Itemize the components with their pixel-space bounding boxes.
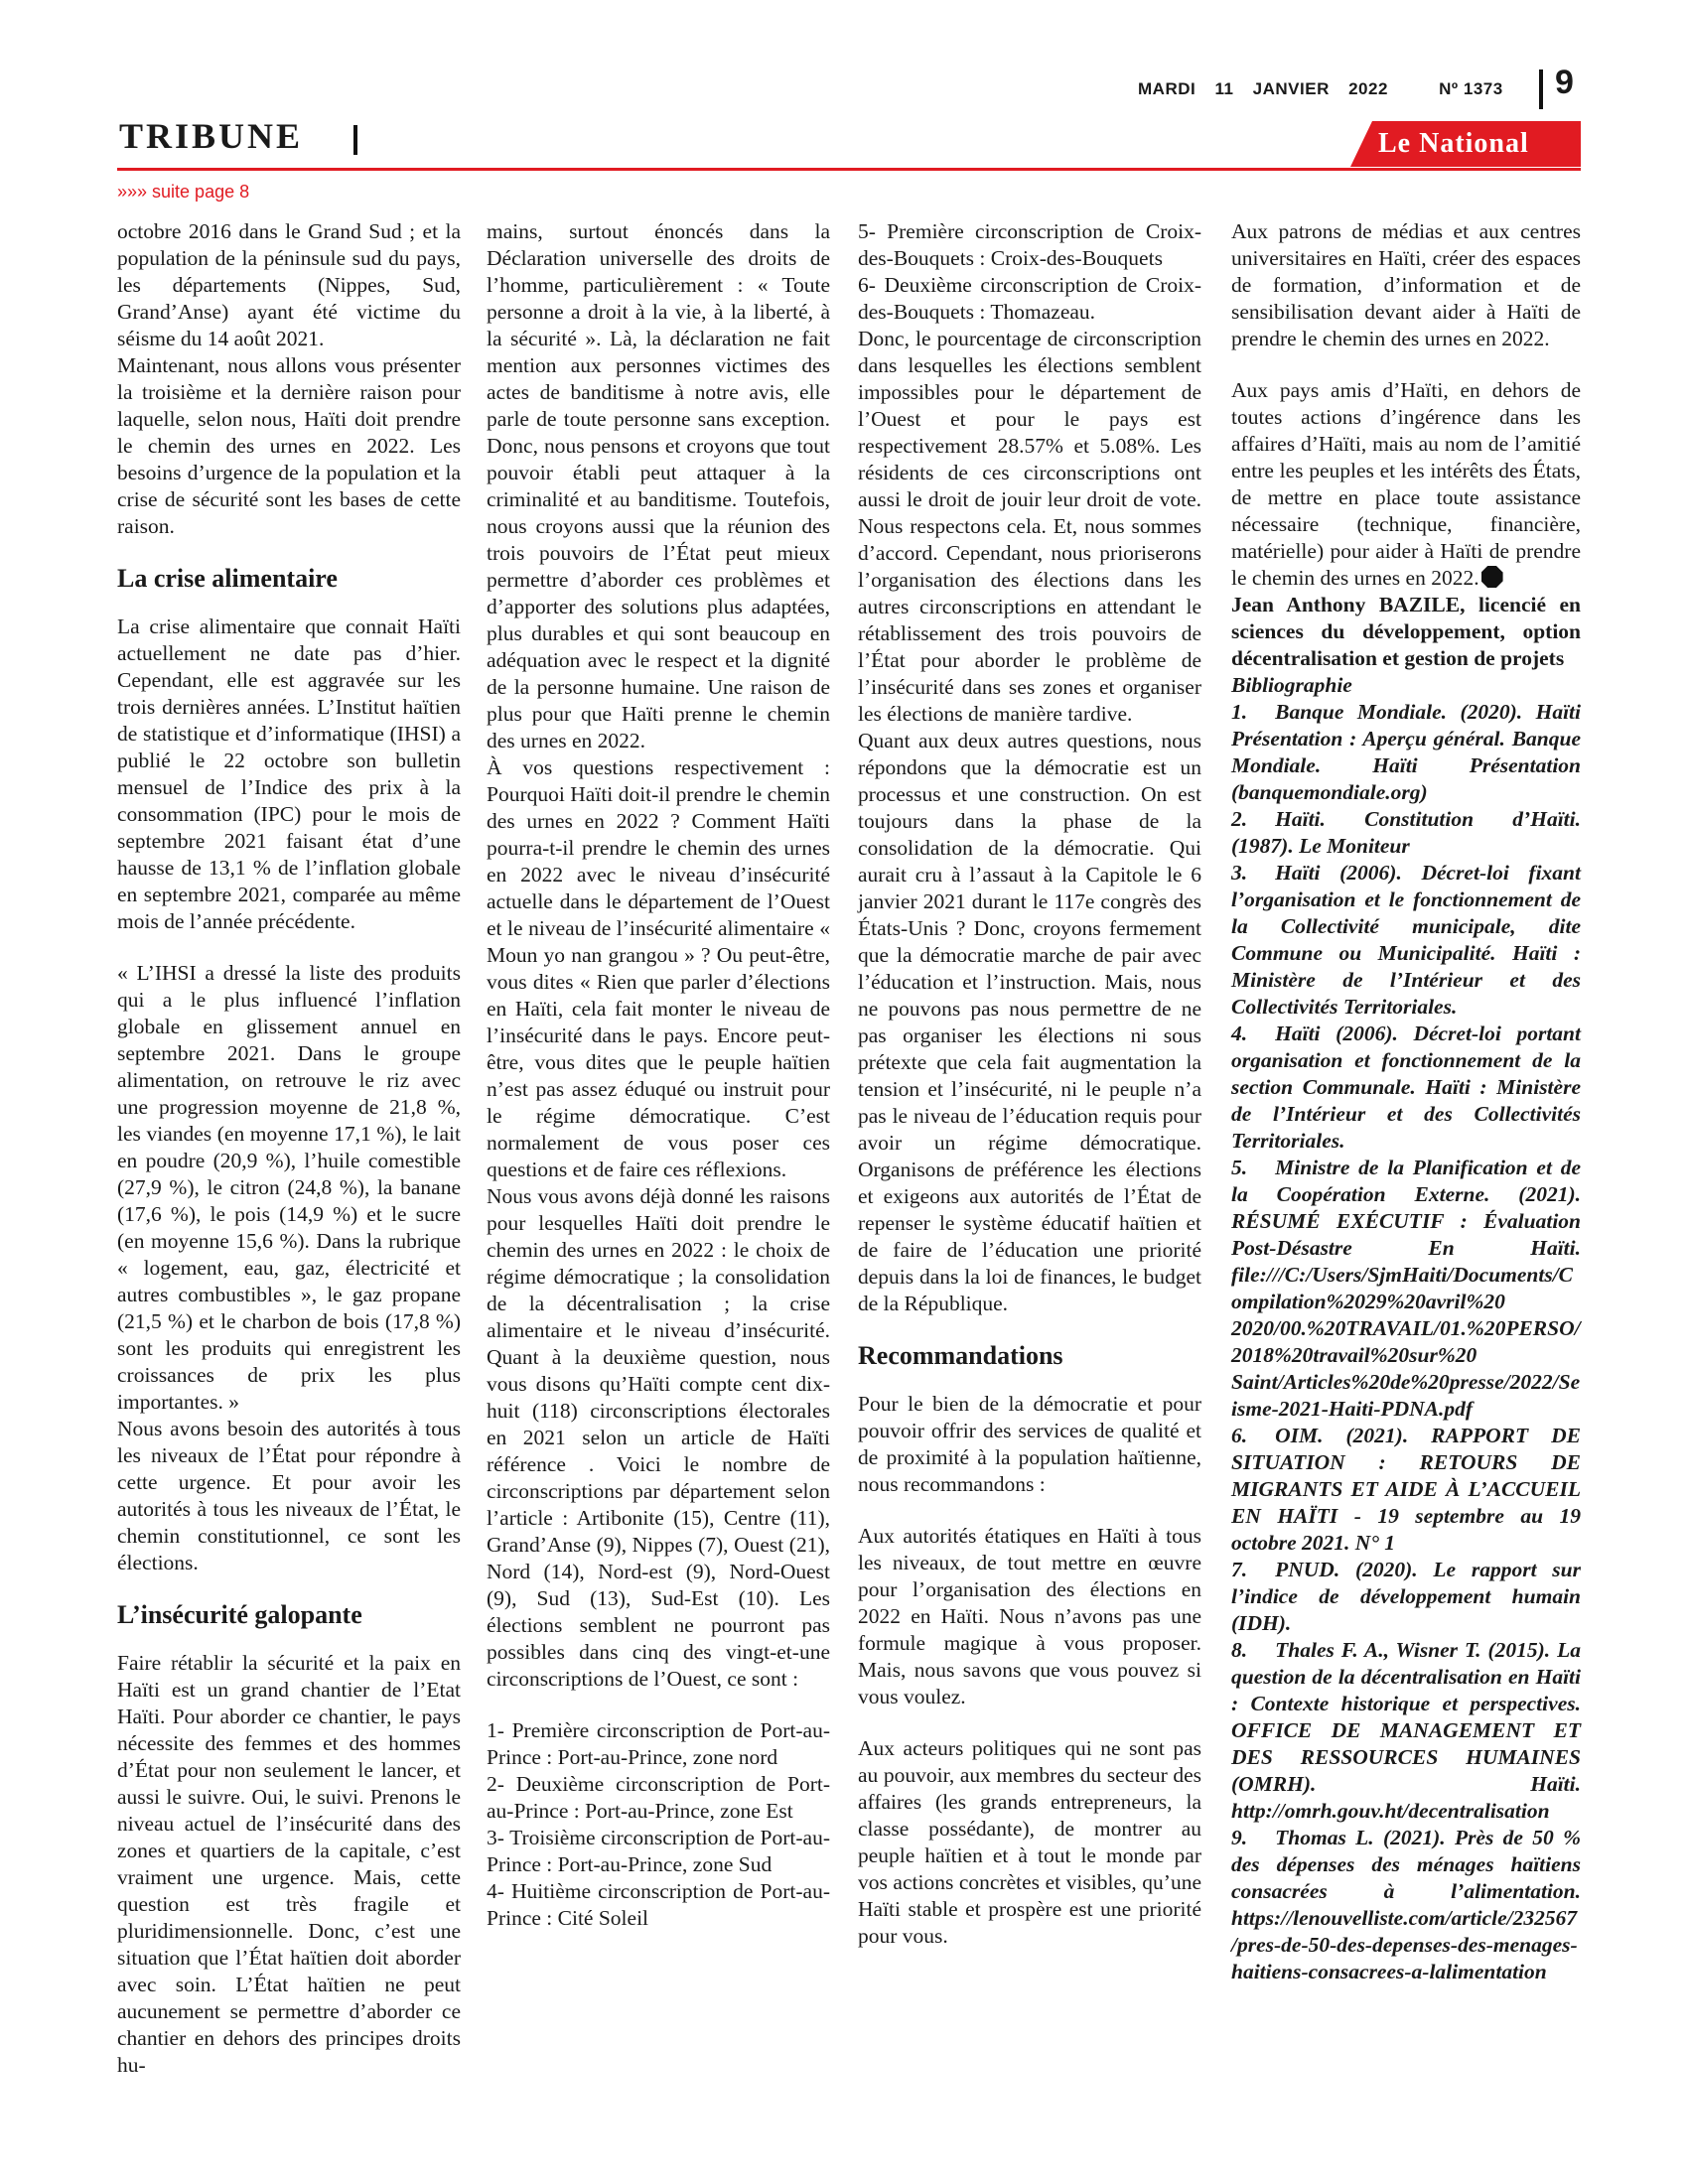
list-item: 1- Première circonscription de Port-au-Prince : Port-au-Prince, zone nord [487,1718,830,1769]
recommendation-paragraph: Aux patrons de médias et aux centres universitaires en Haïti, créer des espaces de formation, d’information et de sensibilisation devant aider à Haïti de prendre le chemin des urnes en 2022. [1231,219,1581,350]
bibliography-entry [1231,1021,1581,1155]
section-title: TRIBUNE [119,116,304,156]
bibliography-entry-text: Haïti. Constitution d’Haïti. (1987). Le Moniteur [1231,807,1581,858]
bibliography-entry [1231,806,1581,860]
bibliography-entry-text: Thomas L. (2021). Près de 50 % des dépenses des ménages haïtiens consacrées à l’alimentation. https://lenouvelliste.com/article/232567/pres-de-50-des-depenses-des-menages-haitiens-consacrees-a-lalimentation [1231,1826,1581,1983]
subheading-recommendations: Recommandations [858,1341,1063,1370]
bibliography-entry-text: OIM. (2021). RAPPORT DE SITUATION : RETOURS DE MIGRANTS ET AIDE À L’ACCUEIL EN HAÏTI - 19 septembre au 19 octobre 2021. N° 1 [1231,1424,1581,1555]
list-item: 3- Troisième circonscription de Port-au-Prince : Port-au-Prince, zone Sud [487,1826,830,1876]
bibliography-entry-number: 7. [1231,1558,1248,1581]
list-item: 4- Huitième circonscription de Port-au-Prince : Cité Soleil [487,1879,830,1930]
bibliography-entry-text: Haïti (2006). Décret-loi fixant l’organisation et le fonctionnement de la Collectivité municipale, dite Commune ou Municipalité. Haïti : Ministère de l’Intérieur et des Collectivités Territoriales. [1231,861,1581,1019]
bibliography-entry [1231,699,1581,806]
paragraph: Donc, le pourcentage de circonscription dans lesquelles les élections semblent impossibles pour le département de l’Ouest et pour le pays est respectivement 28.57% et 5.08%. Les résidents de ces circonscriptions ont aussi le droit de jouir leur droit de vote. Nous respectons cela. Et, nous sommes d’accord. Cependant, nous prioriserons l’organisation des élections dans les autres circonscriptions en attendant le rétablissement des trois pouvoirs de l’État pour aborder le problème de l’insécurité dans ses zones et organiser les élections de manière tardive. [858,327,1201,726]
list-item: 6- Deuxième circonscription de Croix-des-Bouquets : Thomazeau. [858,273,1201,324]
paragraph: À vos questions respectivement : Pourquoi Haïti doit-il prendre le chemin des urnes en 2022 ? Comment Haïti pourra-t-il prendre le chemin des urnes en 2022 avec le niveau d’insécurité actuelle dans le département de l’Ouest et le niveau de l’insécurité alimentaire « Moun yo nan grangou » ? Ou peut-être, vous dites « Rien que parler d’élections en Haïti, cela fait monter le niveau de l’insécurité dans le pays. Encore peut-être, vous dites que le peuple haïtien n’est pas assez éduqué ou instruit pour le régime démocratique. C’est normalement de vous poser ces questions et de faire ces réflexions. [487,755,830,1181]
bibliography-entry-number: 5. [1231,1156,1248,1179]
bibliography-entry-number: 9. [1231,1826,1248,1849]
recommendation-paragraph: Aux autorités étatiques en Haïti à tous les niveaux, de tout mettre en œuvre pour l’organisation des élections en 2022 en Haïti. Nous n’avons pas une formule magique à vous proposer. Mais, nous savons que vous pouvez si vous voulez. [858,1524,1201,1708]
article-column-3 [858,218,1201,1950]
header-rule [117,168,1581,171]
article-column-4 [1231,218,1581,1985]
paragraph: mains, surtout énoncés dans la Déclaration universelle des droits de l’homme, particulièrement : « Toute personne a droit à la vie, à la liberté, à la sécurité ». Là, la déclaration ne fait mention aux personnes victimes des actes de banditisme à notre avis, elle parle de toute personne sans exception. Donc, nous pensons et croyons que tout pouvoir établi peut attaquer à la criminalité et au banditisme. Toutefois, nous croyons aussi que la réunion des trois pouvoirs de l’État peut mieux permettre d’aborder ces problèmes et d’apporter des solutions plus adaptées, plus durables et qui sont beaucoup en adéquation avec le respect et la dignité de la personne humaine. Une raison de plus pour que Haïti prenne le chemin des urnes en 2022. [487,219,830,752]
issue-number: Nº 1373 [1439,79,1503,98]
continued-from-link[interactable]: »»» suite page 8 [117,182,250,202]
author-signature: Jean Anthony BAZILE, licencié en sciences du développement, option décentralisation et gestion de projets [1231,593,1581,670]
paragraph: Nous vous avons déjà donné les raisons pour lesquelles Haïti doit prendre le chemin des urnes en 2022 : le choix de régime démocratique ; la consolidation de la décentralisation ; la crise alimentaire et le niveau d’insécurité. Quant à la deuxième question, nous vous disons qu’Haïti compte cent dix-huit (118) circonscriptions électorales en 2021 selon un article de Haïti référence . Voici le nombre de circonscriptions par département selon l’article : Artibonite (15), Centre (11), Grand’Anse (9), Nippes (7), Ouest (21), Nord (14), Nord-est (9), Nord-Ouest (9), Sud (13), Sud-Est (10). Les élections semblent ne pourront pas possibles dans cinq des vingt-et-une circonscriptions de l’Ouest, ce sont : [487,1184,830,1691]
issue-date-line [1138,79,1517,99]
bibliography-entry [1231,1825,1581,1985]
recommendation-paragraph: Aux acteurs politiques qui ne sont pas au pouvoir, aux membres du secteur des affaires (les grands entrepreneurs, la classe possédante), de montrer au peuple haïtien et à tout le monde par vos actions concrètes et visibles, qu’une Haïti stable et prospère est une priorité pour vous. [858,1736,1201,1948]
paragraph: octobre 2016 dans le Grand Sud ; et la population de la péninsule sud du pays, les départements (Nippes, Sud, Grand’Anse) ayant été victime du séisme du 14 août 2021. [117,219,461,350]
paragraph: Pour le bien de la démocratie et pour pouvoir offrir des services de qualité et de proximité à la population haïtienne, nous recommandons : [858,1392,1201,1496]
page-number: 9 [1555,64,1574,101]
paragraph: Nous avons besoin des autorités à tous les niveaux de l’État pour répondre à cette urgence. Et pour avoir les autorités à tous les niveaux de l’État, le chemin constitutionnel, ce sont les élections. [117,1417,461,1574]
bibliography-entry-number: 8. [1231,1638,1248,1662]
bibliography-entry-number: 1. [1231,700,1248,724]
paragraph: Faire rétablir la sécurité et la paix en Haïti est un grand chantier de l’Etat Haïti. Pour aborder ce chantier, le pays nécessite des femmes et des hommes d’État pour non seulement le lancer, et aussi le suivre. Oui, le suivi. Prenons le niveau actuel de l’insécurité dans des zones et quartiers de la capitale, c’est vraiment une urgence. Mais, cette question est très fragile et pluridimensionnelle. Donc, c’est une situation que l’État haïtien doit aborder avec soin. L’État haïtien ne peut aucunement se permettre d’aborder ce chantier en dehors des principes droits hu- [117,1651,461,2077]
recommendation-text: Aux pays amis d’Haïti, en dehors de toutes actions d’ingérence dans les affaires d’Haïti, mais au nom de l’amitié entre les peuples et les intérêts des États, de mettre en place toute assistance nécessaire (technique, financière, matérielle) pour aider à Haïti de prendre le chemin des urnes en 2022. [1231,378,1581,590]
bibliography-entry-number: 3. [1231,861,1248,885]
bibliography-entry-number: 2. [1231,807,1248,831]
bibliography-title: Bibliographie [1231,673,1352,697]
bibliography-entry-text: PNUD. (2020). Le rapport sur l’indice de développement humain (IDH). [1231,1558,1581,1635]
date-year: 2022 [1348,79,1388,98]
date-day: 11 [1214,79,1234,98]
bibliography-entry [1231,1557,1581,1637]
bibliography-entry-text: Thales F. A., Wisner T. (2015). La question de la décentralisation en Haïti : Contexte historique et perspectives. OFFICE DE MANAGEMENT ET DES RESSOURCES HUMAINES (OMRH). Haïti. http://omrh.gouv.ht/decentralisation [1231,1638,1581,1823]
bibliography-entry-text: Banque Mondiale. (2020). Haïti Présentation : Aperçu général. Banque Mondiale. Haïti Présentation (banquemondiale.org) [1231,700,1581,804]
article-column-2 [487,218,830,1932]
paragraph: Quant aux deux autres questions, nous répondons que la démocratie est un processus et une construction. On est toujours dans la phase de la consolidation de la démocratie. Qui aurait cru à l’assaut à la Capitole le 6 janvier 2021 durant le 117e congrès des États-Unis ? Donc, croyons fermement que la démocratie marche de pair avec l’éducation et l’instruction. Mais, nous ne pouvons pas nous permettre de ne pas organiser les élections ni sous prétexte que cela fait augmentation la tension et l’insécurité, ni le peuple n’a pas le niveau de l’éducation requis pour avoir un régime démocratique. Organisons de préférence les élections et exigeons aux autorités de l’État de repenser le système éducatif haïtien et de faire de l’éducation une priorité depuis dans la loi de finances, le budget de la République. [858,729,1201,1315]
bibliography-entry [1231,860,1581,1021]
subheading-insecurity: L’insécurité galopante [117,1600,362,1629]
article-column-1 [117,218,461,2079]
header-divider [1539,69,1543,109]
bibliography-entry-number: 6. [1231,1424,1248,1447]
list-item: 2- Deuxième circonscription de Port-au-Prince : Port-au-Prince, zone Est [487,1772,830,1823]
quote-paragraph: « L’IHSI a dressé la liste des produits qui a le plus influencé l’inflation globale en glissement annuel en septembre 2021. Dans le groupe alimentation, on retrouve le riz avec une progression moyenne de 21,8 %, les viandes (en moyenne 17,1 %), le lait en poudre (20,9 %), l’huile comestible (27,9 %), le citron (24,8 %), la banane (17,6 %), le pois (14,9 %) et le sucre (en moyenne 15,6 %). Dans la rubrique « logement, eau, gaz, électricité et autres combustibles », le gaz propane (21,5 %) et le charbon de bois (17,8 %) sont les produits qui enregistrent les croissances de prix les plus importantes. » [117,961,461,1414]
bibliography-entry [1231,1423,1581,1557]
newspaper-brand: Le National [1378,128,1529,159]
end-of-article-mark [1481,566,1503,588]
paragraph: La crise alimentaire que connait Haïti actuellement ne date pas d’hier. Cependant, elle est aggravée sur les trois dernières années. L’Institut haïtien de statistique et d’informatique (IHSI) a publié le 22 octobre son bulletin mensuel de l’Indice des prix à la consommation (IPC) pour le mois de septembre 2021 faisant état d’une hausse de 13,1 % de l’inflation globale en septembre 2021, comparée au même mois de l’année précédente. [117,614,461,933]
bibliography-entry-number: 4. [1231,1022,1248,1045]
bibliography-entry-text: Ministre de la Planification et de la Coopération Externe. (2021). RÉSUMÉ EXÉCUTIF : Évaluation Post-Désastre En Haïti. file:///C:/Users/SjmHaiti/Documents/Compilation%2029%20avril%20 2020/00.%20TRAVAIL/01.%20PERSO/2018%20travail%20sur%20 Saint/Articles%20de%20presse/2022/Seisme-2021-Haiti-PDNA.pdf [1231,1156,1581,1421]
list-item: 5- Première circonscription de Croix-des-Bouquets : Croix-des-Bouquets [858,219,1201,270]
paragraph: Maintenant, nous allons vous présenter la troisième et la dernière raison pour laquelle, selon nous, Haïti doit prendre le chemin des urnes en 2022. Les besoins d’urgence de la population et la crise de sécurité sont les bases de cette raison. [117,353,461,538]
date-weekday: MARDI [1138,79,1196,98]
subheading-food-crisis: La crise alimentaire [117,564,338,593]
recommendation-paragraph [1231,377,1581,592]
bibliography-list [1231,699,1581,1985]
bibliography-entry [1231,1637,1581,1825]
section-divider [353,125,357,155]
bibliography-entry [1231,1155,1581,1423]
date-month: JANVIER [1252,79,1330,98]
bibliography-entry-text: Haïti (2006). Décret-loi portant organisation et fonctionnement de la section Communale. Haïti : Ministère de l’Intérieur et des Collectivités Territoriales. [1231,1022,1581,1153]
